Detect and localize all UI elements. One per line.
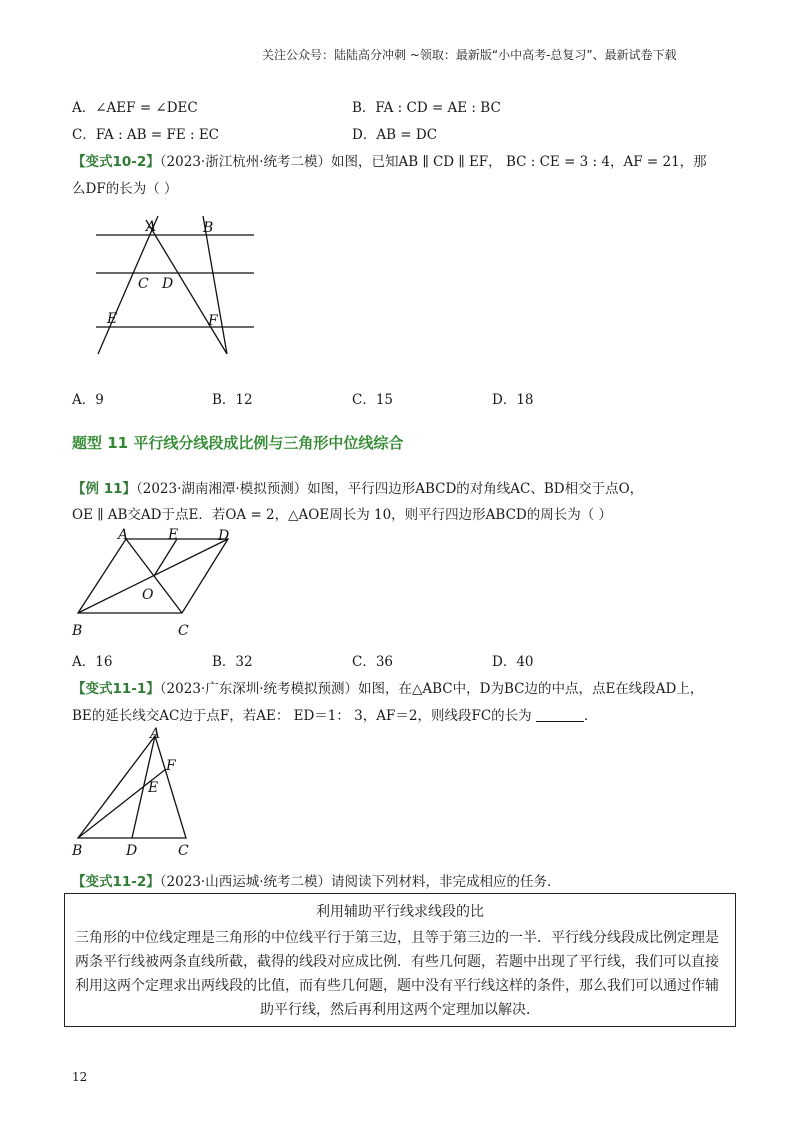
question-text: （2023·广东深圳·统考模拟预测）如图，在△ABC中，D为BC边的中点，点E在线段AD上， — [159, 681, 704, 697]
material-line: 利用这两个定理求出两线段的比值，而有些几何题，题中没有平行线这样的条件，那么我们可以通过作辅 — [75, 978, 719, 994]
option-a: A．9 — [72, 392, 104, 408]
option-d: D．18 — [492, 392, 534, 408]
material-line: 三角形的中位线定理是三角形的中位线平行于第三边，且等于第三边的一半．平行线分线段成比例定理是 — [75, 930, 719, 946]
question-10-2-line1 — [72, 150, 707, 170]
option-c: C．15 — [352, 392, 394, 408]
question-text: （2023·浙江杭州·统考二模）如图，已知AB ∥ CD ∥ EF， BC : CE = 3 : 4，AF = 21，那 — [159, 154, 707, 170]
label-a: A — [146, 219, 157, 235]
question-text: （2023·山西运城·统考二模）请阅读下列材料，非完成相应的任务． — [159, 874, 561, 890]
question-11-2-line1 — [72, 870, 561, 890]
section-title: 题型 11 平行线分线段成比例与三角形中位线综合 — [72, 434, 404, 452]
option-a: A．∠AEF = ∠DEC — [72, 100, 198, 116]
label-f: F — [208, 313, 218, 329]
label-e: E — [107, 311, 118, 327]
label-b: B — [72, 623, 83, 639]
option-a: A．16 — [72, 654, 113, 670]
label-b: B — [72, 843, 83, 859]
question-text: BE的延长线交AC边于点F，若AE： ED＝1： 3，AF＝2，则线段FC的长为 — [72, 708, 532, 724]
material-box — [64, 893, 736, 1027]
page-header: 关注公众号：陆陆高分冲刺 ~领取：最新版“小中高考-总复习”、最新试卷下载 — [262, 48, 677, 62]
label-d: D — [126, 843, 138, 859]
example-11-line2: OE ∥ AB交AD于点E．若OA = 2，△AOE周长为 10，则平行四边形ABCD的周长为（ ） — [72, 507, 613, 523]
material-line: 两条平行线被两条直线所截，截得的线段对应成比例．有些几何题，若题中出现了平行线，我们可以直接 — [75, 954, 719, 970]
option-b: B．32 — [212, 654, 253, 670]
option-c: C．36 — [352, 654, 394, 670]
label-a: A — [150, 726, 161, 742]
label-e: E — [168, 527, 179, 543]
question-tag: 【变式10-2】 — [72, 154, 160, 170]
label-c: C — [178, 843, 189, 859]
label-d: D — [218, 528, 230, 544]
label-d: D — [162, 276, 174, 292]
option-b: B．12 — [212, 392, 253, 408]
example-11-line1 — [72, 477, 643, 497]
figure-parallelogram — [70, 527, 240, 646]
example-tag: 【例 11】 — [72, 481, 136, 497]
question-11-1-line2 — [72, 704, 597, 724]
label-c: C — [178, 623, 189, 639]
figure-triangle — [70, 724, 200, 868]
option-d: D．40 — [492, 654, 534, 670]
example-text: （2023·湖南湘潭·模拟预测）如图，平行四边形ABCD的对角线AC、BD相交于点O， — [136, 481, 644, 497]
option-c: C．FA : AB = FE : EC — [72, 127, 220, 143]
question-11-1-line1 — [72, 677, 703, 697]
question-10-2-line2: 么DF的长为（ ） — [72, 181, 178, 197]
question-tag: 【变式11-1】 — [72, 681, 160, 697]
option-b: B．FA : CD = AE : BC — [352, 100, 501, 116]
label-e: E — [148, 780, 159, 796]
label-b: B — [203, 220, 214, 236]
question-end: ． — [583, 708, 598, 724]
question-tag: 【变式11-2】 — [72, 874, 160, 890]
page-number: 12 — [72, 1070, 88, 1084]
answer-blank — [536, 709, 584, 722]
option-d: D．AB = DC — [352, 127, 438, 143]
label-c: C — [138, 276, 149, 292]
label-f: F — [166, 758, 176, 774]
label-o: O — [142, 587, 154, 603]
figure-parallel-lines — [90, 210, 260, 364]
material-line: 助平行线，然后再利用这两个定理加以解决． — [260, 1002, 540, 1018]
material-title: 利用辅助平行线求线段的比 — [316, 904, 484, 920]
label-a: A — [118, 527, 129, 543]
